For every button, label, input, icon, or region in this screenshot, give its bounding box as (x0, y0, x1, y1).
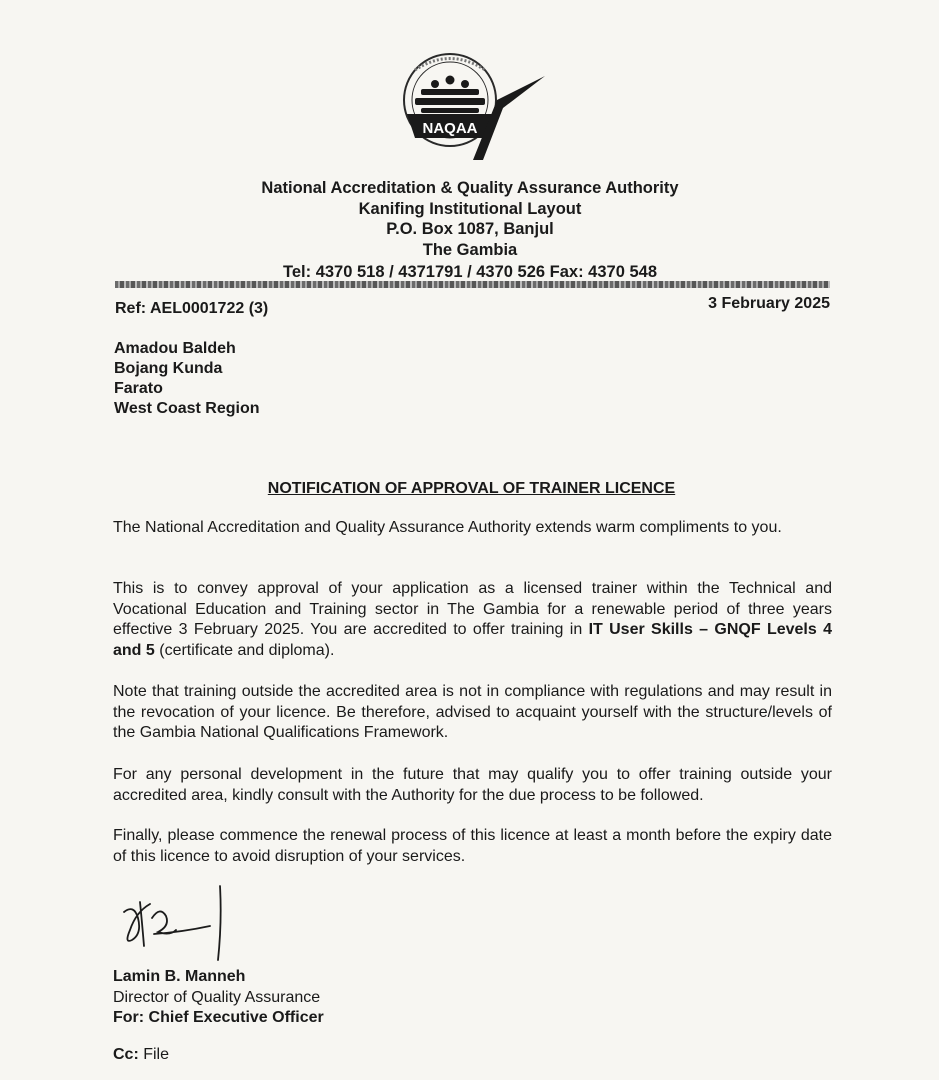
naqaa-logo (385, 42, 555, 170)
signatory-block (113, 967, 324, 1029)
recipient-name: Amadou Baldeh (114, 340, 236, 357)
accredited-programme: IT User Skills – GNQF Levels 4 and 5 (113, 621, 833, 659)
header-divider (115, 281, 830, 288)
body-paragraph: For any personal development in the future that may qualify you to offer training outside your accredited area, kindly consult with the Authority for the due process to be followed. (113, 766, 832, 804)
handwritten-signature (112, 882, 247, 962)
body-paragraph: Finally, please commence the renewal process of this licence at least a month before the expiry date of this licence to avoid disruption of your services. (113, 827, 832, 865)
org-name: National Accreditation & Quality Assurance Authority (261, 179, 679, 197)
body-paragraph: This is to convey approval of your application as a licensed trainer within the Technical and Vocational Education and Training sector in The Gambia for a renewable period of three years effective 3 February 2025. You are accredited to offer training in IT User Skills – GNQF Levels 4 and 5 (certificate and diploma). (113, 580, 833, 659)
reference-number: Ref: AEL0001722 (3) (115, 300, 269, 317)
body-paragraph: The National Accreditation and Quality Assurance Authority extends warm compliments to you. (113, 519, 782, 536)
signatory-for: For: Chief Executive Officer (113, 1009, 324, 1026)
body-paragraph: Note that training outside the accredited area is not in compliance with regulations and may result in the revocation of your licence. Be therefore, advised to acquaint yourself with the structure/levels of the Gambia National Qualifications Framework. (113, 683, 832, 741)
recipient-line: West Coast Region (114, 400, 260, 417)
recipient-line: Farato (114, 380, 163, 397)
org-country: The Gambia (422, 240, 518, 259)
letter-subject: NOTIFICATION OF APPROVAL OF TRAINER LICENCE (267, 480, 676, 497)
letter-date: 3 February 2025 (708, 295, 830, 312)
recipient-address (114, 339, 260, 419)
recipient-line: Bojang Kunda (114, 360, 223, 377)
letterhead (200, 178, 740, 283)
org-address-line1: Kanifing Institutional Layout (358, 199, 582, 218)
cc-line: Cc: File (113, 1046, 170, 1063)
org-contact: Tel: 4370 518 / 4371791 / 4370 526 Fax: 4370 548 (283, 263, 657, 281)
org-address-line2: P.O. Box 1087, Banjul (386, 220, 554, 238)
signatory-title: Director of Quality Assurance (113, 988, 321, 1006)
svg-text:NAQAA: NAQAA (422, 120, 478, 137)
signatory-name: Lamin B. Manneh (113, 968, 246, 985)
